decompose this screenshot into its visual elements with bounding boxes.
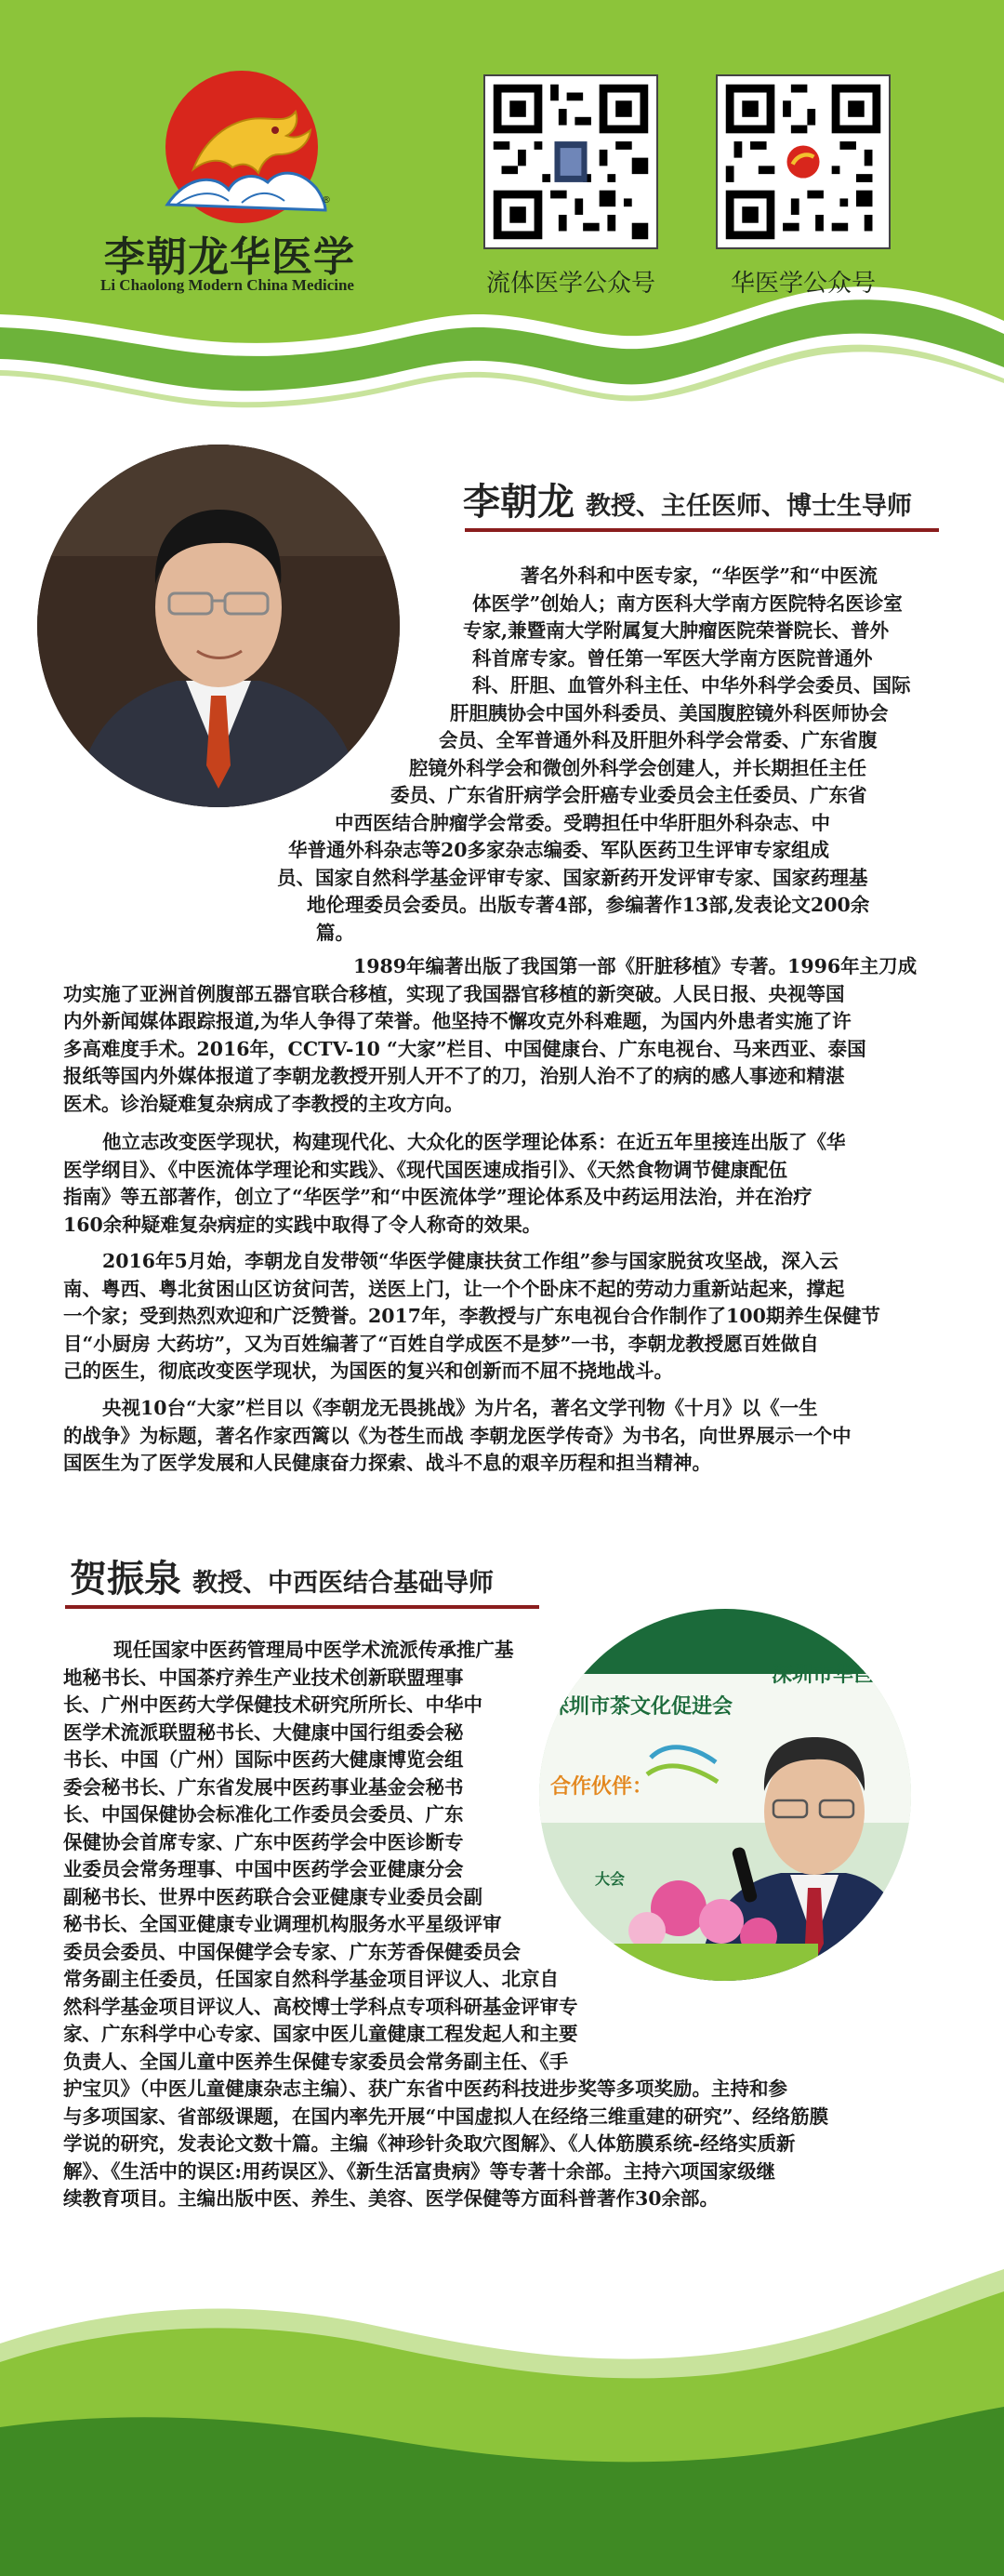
person2-heading <box>70 1549 494 1602</box>
para-line: 南、粤西、粤北贫困山区访贫问苦，送医上门，让一个个卧床不起的劳动力重新站起来，撑起 <box>63 1277 845 1300</box>
bio-line: 医学术流派联盟秘书长、大健康中国行组委会秘 <box>63 1720 464 1744</box>
person1-title: 教授、主任医师、博士生导师 <box>586 492 912 521</box>
intro-line: 会员、全军普通外科及肝胆外科学会常委、广东省腹 <box>439 729 878 751</box>
intro-line: 科首席专家。曾任第一军医大学南方医院普通外 <box>472 646 873 670</box>
banner-text-b: 深圳市华巨臣 <box>772 1664 895 1687</box>
para-line: 多高难度手术。2016年，CCTV-10 “大家”栏目、中国健康台、广东电视台、马来西亚、泰国 <box>63 1037 866 1060</box>
intro-line: 腔镜外科学会和微创外科学会创建人，并长期担任主任 <box>409 756 866 779</box>
bio-line: 副秘书长、世界中医药联合会亚健康专业委员会副 <box>63 1885 482 1908</box>
person2-name: 贺振泉 <box>70 1557 181 1600</box>
para-line: 一个家；受到热烈欢迎和广泛赞誉。2017年，李教授与广东电视台合作制作了100期养生保健节 <box>63 1305 880 1327</box>
para-line: 己的医生，彻底改变医学现状，为国医的复兴和创新而不屈不挠地战斗。 <box>63 1360 673 1382</box>
qr-pattern-icon <box>485 76 656 247</box>
person1-heading <box>463 472 912 525</box>
banner-text-d: 大会 <box>595 1870 626 1888</box>
para-line: 报纸等国内外媒体报道了李朝龙教授开别人开不了的刀，治别人治不了的病的感人事迹和精湛 <box>63 1065 845 1087</box>
intro-line: 中西医结合肿瘤学会常委。受聘担任中华肝胆外科杂志、中 <box>335 811 830 834</box>
bio-line: 委员会委员、中国保健学会专家、广东芳香保健委员会 <box>63 1940 521 1963</box>
para-line: 医学纲目》、《中医流体学理论和实践》、《现代国医速成指引》、《天然食物调节健康配伍 <box>63 1158 787 1181</box>
bio-line: 学说的研究，发表论文数十篇。主编《神珍针灸取穴图解》、《人体筋膜系统-经络实质新 <box>63 2132 796 2155</box>
intro-line: 委员、广东省肝病学会肝癌专业委员会主任委员、广东省 <box>390 784 867 806</box>
para-line: 医术。诊治疑难复杂病成了李教授的主攻方向。 <box>63 1092 464 1115</box>
para-line: 指南》等五部著作，创立了“华医学”和“中医流体学”理论体系及中药运用法治，并在治疗 <box>63 1186 812 1208</box>
para-line: 2016年5月始，李朝龙自发带领“华医学健康扶贫工作组”参与国家脱贫攻坚战，深入云 <box>102 1250 839 1272</box>
qr-code-left[interactable] <box>483 74 658 249</box>
portrait-he-zhenquan <box>539 1609 911 1981</box>
para-line: 内外新闻媒体跟踪报道,为华人争得了荣誉。他坚持不懈攻克外科难题，为国内外患者实施了许 <box>63 1010 852 1032</box>
banner-text-c: 合作伙伴： <box>550 1775 654 1799</box>
bio-line: 秘书长、全国亚健康专业调理机构服务水平星级评审 <box>63 1913 502 1935</box>
bio-line: 长、广州中医药大学保健技术研究所所长、中华中 <box>63 1693 482 1716</box>
para-line: 央视10台“大家”栏目以《李朝龙无畏挑战》为片名，著名文学刊物《十月》以《一生 <box>102 1397 818 1419</box>
qr-right-caption: 华医学公众号 <box>730 270 876 298</box>
svg-text:®: ® <box>322 195 331 206</box>
intro-line: 科、肝胆、血管外科主任、中华外科学会委员、国际 <box>472 674 911 697</box>
intro-line: 体医学”创始人；南方医科大学南方医院特名医诊室 <box>472 591 903 615</box>
intro-line: 篇。 <box>316 921 354 944</box>
bio-line: 地秘书长、中国茶疗养生产业技术创新联盟理事 <box>63 1666 464 1689</box>
para-line: 目“小厨房 大药坊”，又为百姓编著了“百姓自学成医不是梦”一书，李朝龙教授愿百姓做自 <box>63 1332 819 1355</box>
bio-line: 续教育项目。主编出版中医、养生、美容、医学保健等方面科普著作30余部。 <box>63 2187 720 2210</box>
bio-line: 长、中国保健协会标准化工作委员会委员、广东 <box>63 1803 464 1826</box>
intro-line: 员、国家自然科学基金评审专家、国家新药开发评审专家、国家药理基 <box>277 866 868 889</box>
heading-underline-2 <box>65 1605 539 1609</box>
bio-line: 书长、中国（广州）国际中医药大健康博览会组 <box>63 1748 464 1771</box>
brand-name-cn: 李朝龙华医学 <box>104 233 355 281</box>
bio-line: 现任国家中医药管理局中医学术流派传承推广基 <box>113 1639 514 1661</box>
intro-line: 肝胆胰协会中国外科委员、美国腹腔镜外科医师协会 <box>450 701 889 724</box>
bio-line: 然科学基金项目评议人、高校博士学科点专项科研基金评审专 <box>63 1995 578 2018</box>
qr-left-caption: 流体医学公众号 <box>485 270 655 298</box>
qr-code-right[interactable] <box>716 74 891 249</box>
bio-line: 委会秘书长、广东省发展中医药事业基金会秘书 <box>63 1775 464 1799</box>
bio-line: 解》、《生活中的误区:用药误区》、《新生活富贵病》等专著十余部。主持六项国家级继 <box>63 2159 776 2183</box>
para-line: 160余种疑难复杂病症的实践中取得了令人称奇的效果。 <box>63 1213 542 1236</box>
intro-line: 地伦理委员会委员。出版专著4部，参编著作13部,发表论文200余 <box>307 894 870 916</box>
bio-line: 与多项国家、省部级课题，在国内率先开展“中国虚拟人在经络三维重建的研究”、经络筋膜 <box>63 2105 829 2128</box>
bio-line: 常务副主任委员，任国家自然科学基金项目评议人、北京自 <box>63 1968 559 1990</box>
para-line: 国医生为了医学发展和人民健康奋力探索、战斗不息的艰辛历程和担当精神。 <box>63 1452 711 1474</box>
person1-name: 李朝龙 <box>463 480 575 524</box>
brand-name-en: Li Chaolong Modern China Medicine <box>100 276 354 294</box>
intro-line: 华普通外科杂志等20多家杂志编委、军队医药卫生评审专家组成 <box>288 839 830 861</box>
person2-title: 教授、中西医结合基础导师 <box>192 1569 494 1598</box>
portrait-li-chaolong <box>37 445 400 807</box>
banner-text-a: 深圳市茶文化促进会 <box>548 1695 733 1719</box>
bio-line: 家、广东科学中心专家、国家中医儿童健康工程发起人和主要 <box>63 2023 578 2045</box>
bio-line: 护宝贝》（中医儿童健康杂志主编）、获广东省中医药科技进步奖等多项奖励。主持和参 <box>63 2078 787 2100</box>
para-line: 功实施了亚洲首例腹部五器官联合移植，实现了我国器官移植的新突破。人民日报、央视等国 <box>63 982 845 1005</box>
bio-line: 负责人、全国儿童中医养生保健专家委员会常务副主任、《手 <box>63 2050 569 2073</box>
heading-underline-1 <box>465 528 939 532</box>
para-line: 的战争》为标题，著名作家西篱以《为苍生而战 李朝龙医学传奇》为书名，向世界展示一个中 <box>63 1424 852 1447</box>
dragon-logo <box>139 65 344 232</box>
intro-line: 著名外科和中医专家，“华医学”和“中医流 <box>521 564 878 587</box>
para-line: 1989年编著出版了我国第一部《肝脏移植》专著。1996年主刀成 <box>353 955 918 977</box>
bio-line: 业委员会常务理事、中国中医药学会亚健康分会 <box>63 1858 464 1880</box>
qr-pattern-icon <box>718 76 889 247</box>
para-line: 他立志改变医学现状，构建现代化、大众化的医学理论体系：在近五年里接连出版了《华 <box>102 1131 846 1153</box>
intro-line: 专家,兼暨南大学附属复大肿瘤医院荣誉院长、普外 <box>463 619 890 642</box>
bio-line: 保健协会首席专家、广东中医药学会中医诊断专 <box>63 1830 464 1853</box>
